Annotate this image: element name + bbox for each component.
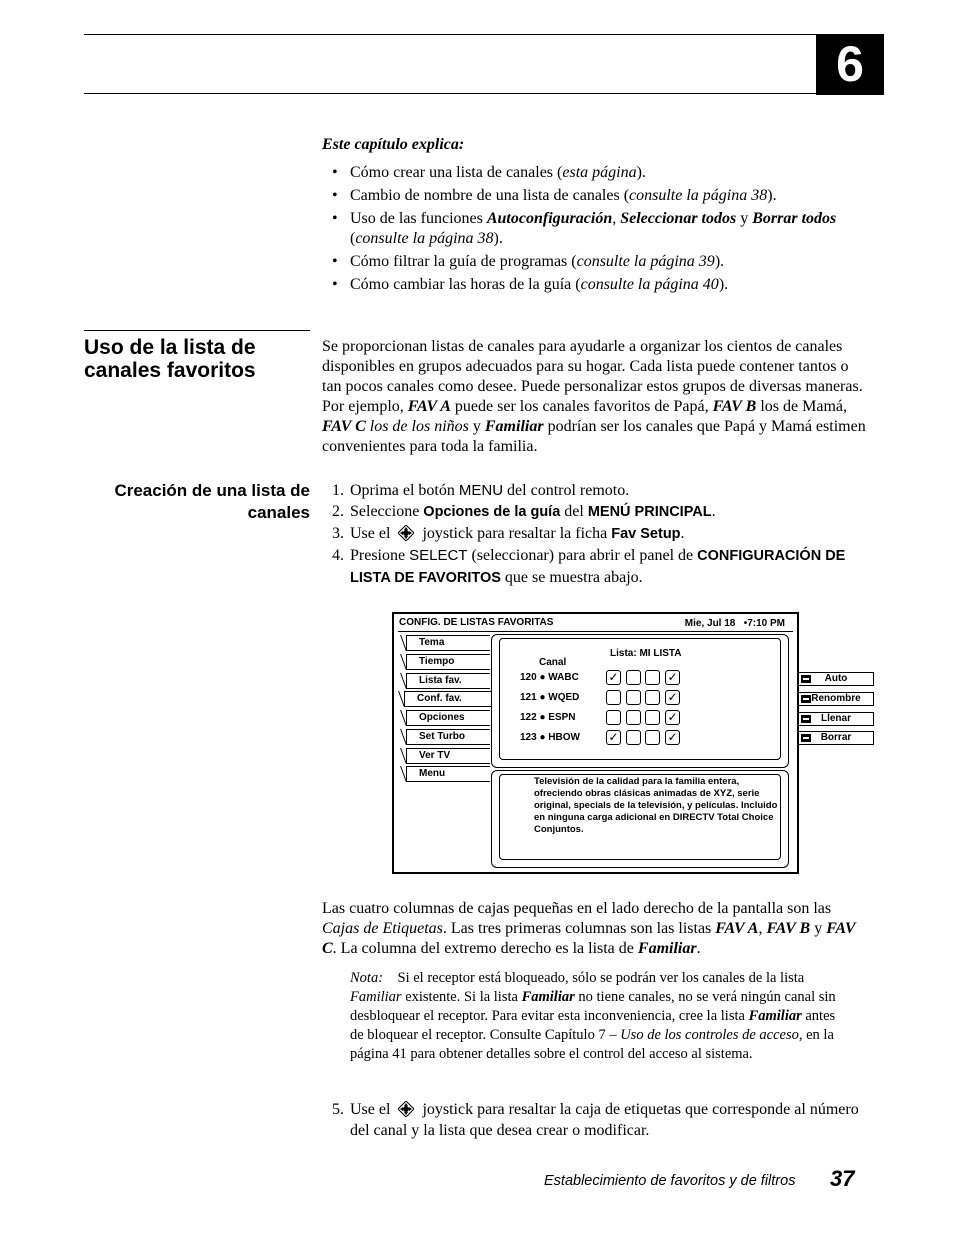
tab-tema[interactable]: Tema [406,635,490,651]
tab-set-turbo[interactable]: Set Turbo [406,729,490,745]
screen-datetime: Mie, Jul 18 •7:10 PM [684,618,785,629]
steps-list-continued [322,1099,870,1141]
section-rule [84,330,310,331]
channel-row-label: 122 ● ESPN [520,712,576,723]
label-checkbox[interactable]: ✓ [665,690,680,705]
label-checkbox[interactable] [626,670,641,685]
channel-row-label: 121 ● WQED [520,692,580,703]
steps-list [322,480,870,589]
step-item: 3. Use el joystick para resaltar la ficha Fav Setup. [332,525,685,542]
list-item: • Cómo crear una lista de canales (esta página). [322,163,872,183]
renombre-button[interactable]: Renombre [798,692,874,706]
minus-icon [801,734,811,742]
channel-row-label: 123 ● HBOW [520,732,580,743]
step-item: 5. Use el joystick para resaltar la caja de etiquetas que corresponde al número del canal y la lista que desea crear o modificar. [332,1101,859,1139]
minus-icon [801,675,811,683]
label-checkbox[interactable]: ✓ [606,730,621,745]
label-checkbox[interactable]: ✓ [606,670,621,685]
label-checkbox[interactable] [645,670,660,685]
step-item: 1. Oprima el botón MENU del control remoto. [332,482,630,499]
chapter-number: 6 [816,34,884,95]
section-heading: Uso de la lista de canales favoritos [84,336,256,382]
screen-title: CONFIG. DE LISTAS FAVORITAS [399,617,554,628]
label-checkbox[interactable]: ✓ [665,730,680,745]
joystick-icon [398,1101,414,1117]
minus-icon [801,715,811,723]
tab-lista-fav[interactable]: Lista fav. [406,673,490,689]
channel-row-label: 120 ● WABC [520,672,579,683]
footer-text: Establecimiento de favoritos y de filtros [544,1173,796,1189]
label-checkbox[interactable] [626,710,641,725]
subsection-heading: Creación de una lista de canales [114,481,310,522]
minus-icon [801,695,811,703]
fav-setup-screen [392,612,861,874]
step-item: 4. Presione SELECT (seleccionar) para abrir el panel de CONFIGURACIÓN DE LISTA DE FAVORITOS que se muestra abajo. [332,547,846,586]
label-checkbox[interactable] [645,730,660,745]
label-checkbox[interactable]: ✓ [665,670,680,685]
tab-ver-tv[interactable]: Ver TV [406,748,490,764]
label-checkbox[interactable]: ✓ [665,710,680,725]
label-checkbox[interactable] [645,690,660,705]
screen-title-rule [398,631,793,632]
label-checkbox[interactable] [645,710,660,725]
note: Nota: Si el receptor está bloqueado, sólo se podrán ver los canales de la lista Familiar existente. Si la lista Familiar no tiene canales, no se verá ningún canal sin desbloquear el receptor. Para evitar esta inconveniencia, cree la lista Familiar antes de bloquear el receptor. Consulte Capítulo 7 – Uso de los controles de acceso, en la página 41 para obtener detalles sobre el control del acceso al sistema. [350,970,836,1062]
channel-description: Televisión de la calidad para la familia entera, ofreciendo obras clásicas animadas de XYZ, serie original, specials de la televisión, y películas. Incluido en ninguna carga adicional en DIRECTV Total Choice Conjuntos. [534,776,778,835]
label-boxes-paragraph: Las cuatro columnas de cajas pequeñas en el lado derecho de la pantalla son las Cajas de Etiquetas. Las tres primeras columnas son las listas FAV A, FAV B y FAV C. La columna del extremo derecho es la lista de Familiar. [322,900,856,957]
list-item: • Cambio de nombre de una lista de canales (consulte la página 38). [322,186,872,206]
list-item: • Uso de las funciones Autoconfiguración, Seleccionar todos y Borrar todos (consulte la página 38). [322,209,872,249]
intro-title: Este capítulo explica: [322,136,465,153]
page-number: 37 [830,1166,855,1191]
tab-menu[interactable]: Menu [406,766,490,782]
intro-bullets [322,163,872,298]
label-checkbox[interactable] [626,690,641,705]
tab-opciones[interactable]: Opciones [406,710,490,726]
tab-tiempo[interactable]: Tiempo [406,654,490,670]
label-checkbox[interactable] [606,690,621,705]
joystick-icon [398,525,414,541]
auto-button[interactable]: Auto [798,672,874,686]
list-panel [491,634,861,768]
canal-label: Canal [539,657,567,668]
borrar-button[interactable]: Borrar [798,731,874,745]
label-checkbox[interactable] [606,710,621,725]
llenar-button[interactable]: Llenar [798,712,874,726]
lista-label: Lista: MI LISTA [610,648,682,659]
header-rule-bottom [84,93,816,94]
list-item: • Cómo filtrar la guía de programas (consulte la página 39). [322,252,872,272]
label-checkbox[interactable] [626,730,641,745]
step-item: 2. Seleccione Opciones de la guía del MENÚ PRINCIPAL. [332,503,716,520]
tab-conf-fav[interactable]: Conf. fav. [404,691,492,707]
list-item: • Cómo cambiar las horas de la guía (consulte la página 40). [322,275,872,295]
header-rule-top [84,34,816,35]
section-paragraph: Se proporcionan listas de canales para ayudarle a organizar los cientos de canales disponibles en grupos adecuados para su hogar. Cada lista puede contener tantos o tan pocos canales como desee. Puede personalizar estos grupos de diversas maneras. Por ejemplo, FAV A puede ser los canales favoritos de Papá, FAV B los de Mamá, FAV C los de los niños y Familiar podrían ser los canales que Papá y Mamá estimen convenientes para toda la familia. [322,338,866,455]
